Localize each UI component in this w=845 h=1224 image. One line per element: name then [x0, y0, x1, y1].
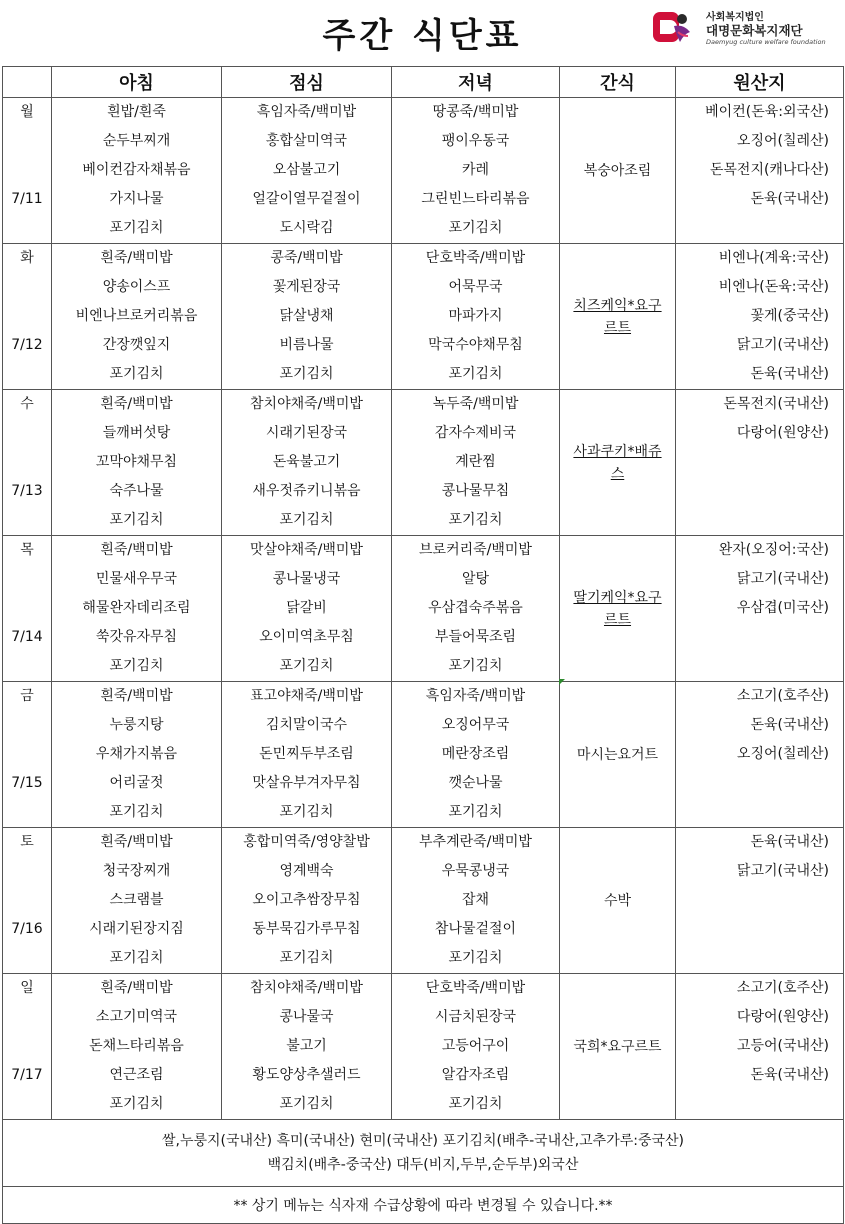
lunch-item: 도시락김: [279, 220, 334, 236]
breakfast-item: 흰죽/백미밥: [100, 542, 173, 558]
origin-item: 돈육(국내산): [750, 1067, 829, 1083]
dinner-item: 계란찜: [455, 454, 496, 470]
dinner-item: 단호박죽/백미밥: [425, 250, 526, 266]
spacer: [3, 1003, 51, 1032]
dinner-item: 포기김치: [448, 658, 503, 674]
day-date: 7/15: [11, 775, 43, 791]
breakfast-item: 들깨버섯탕: [102, 425, 171, 441]
origin-notes-line-1: 쌀,누룽지(국내산) 흑미(국내산) 현미(국내산) 포기김치(배추-국내산,고추가루:중국산): [161, 1133, 684, 1149]
day-cell: [3, 536, 52, 682]
breakfast-item: 포기김치: [109, 950, 164, 966]
dinner-item: 카레: [461, 162, 490, 178]
lunch-item: 포기김치: [279, 950, 334, 966]
dinner-item: 땅콩죽/백미밥: [432, 104, 519, 120]
dinner-cell: [392, 536, 560, 682]
lunch-item: 돈민찌두부조림: [259, 746, 354, 762]
lunch-cell: [222, 390, 392, 536]
lunch-item: 동부묵김가루무침: [252, 921, 361, 937]
day-date: 7/16: [11, 921, 43, 937]
spacer: [3, 214, 51, 243]
header: [0, 0, 845, 66]
lunch-item: 돈육불고기: [272, 454, 341, 470]
dinner-item: 콩나물무침: [441, 483, 510, 499]
lunch-item: 흑임자죽/백미밥: [256, 104, 357, 120]
origin-cell: [676, 98, 844, 244]
breakfast-item: 민물새우무국: [95, 571, 178, 587]
origin-item: 돈목전지(국내산): [723, 396, 829, 412]
header-dinner: 저녁: [392, 67, 560, 98]
org-name: 대명문화복지재단: [706, 23, 803, 38]
snack-item: 딸기케익*요구: [573, 589, 662, 606]
lunch-item: 닭갈비: [286, 600, 327, 616]
lunch-item: 김치말이국수: [265, 717, 348, 733]
notes-row: [3, 1120, 844, 1187]
breakfast-cell: [52, 828, 222, 974]
dinner-item: 흑임자죽/백미밥: [425, 688, 526, 704]
origin-item: 우삼겹(미국산): [736, 600, 829, 616]
snack-cell: [560, 682, 676, 828]
day-date: 7/13: [11, 483, 43, 499]
dinner-cell: [392, 98, 560, 244]
snack-item: 사과쿠키*배쥬: [573, 443, 662, 460]
origin-item: 베이컨(돈육:외국산): [705, 104, 829, 120]
lunch-item: 콩죽/백미밥: [270, 250, 343, 266]
spacer: [3, 1032, 51, 1061]
lunch-item: 콩나물냉국: [272, 571, 341, 587]
breakfast-item: 베이컨감자채볶음: [82, 162, 191, 178]
breakfast-item: 어리굴젓: [109, 775, 164, 791]
snack-item: 수박: [603, 892, 632, 909]
breakfast-item: 흰죽/백미밥: [100, 834, 173, 850]
dinner-cell: [392, 828, 560, 974]
lunch-item: 새우젓쥬키니볶음: [252, 483, 361, 499]
origin-cell: [676, 828, 844, 974]
dinner-item: 마파가지: [448, 308, 503, 324]
breakfast-item: 포기김치: [109, 512, 164, 528]
snack-cell: [560, 244, 676, 390]
header-lunch: 점심: [222, 67, 392, 98]
dinner-item: 포기김치: [448, 366, 503, 382]
spacer: [3, 506, 51, 535]
spacer: [3, 565, 51, 594]
day-of-week: 토: [20, 834, 34, 850]
lunch-item: 오이고추쌈장무침: [252, 892, 361, 908]
origin-item: 다랑어(원양산): [736, 1009, 829, 1025]
dinner-item: 참나물겉절이: [434, 921, 517, 937]
origin-item: 돈육(국내산): [750, 717, 829, 733]
snack-item: 마시는요거트: [576, 746, 659, 763]
lunch-item: 시래기된장국: [265, 425, 348, 441]
breakfast-item: 양송이스프: [102, 279, 171, 295]
dinner-item: 잡채: [461, 892, 490, 908]
origin-item: 닭고기(국내산): [736, 863, 829, 879]
dinner-item: 우삼겹숙주볶음: [428, 600, 523, 616]
foundation-logo-icon: [652, 8, 692, 46]
day-row: [3, 828, 844, 974]
breakfast-item: 흰죽/백미밥: [100, 396, 173, 412]
dinner-cell: [392, 390, 560, 536]
origin-item: 돈육(국내산): [750, 191, 829, 207]
breakfast-item: 포기김치: [109, 220, 164, 236]
origin-item: 소고기(호주산): [736, 980, 829, 996]
origin-item: 비엔나(돈육:국산): [718, 279, 829, 295]
day-row: [3, 244, 844, 390]
origin-cell: [676, 390, 844, 536]
header-snack: 간식: [560, 67, 676, 98]
origin-item: 돈육(국내산): [750, 834, 829, 850]
lunch-item: 맛살유부겨자무침: [252, 775, 361, 791]
dinner-item: 깻순나물: [448, 775, 503, 791]
origin-item: 완자(오징어:국산): [718, 542, 829, 558]
dinner-item: 팽이우동국: [441, 133, 510, 149]
breakfast-item: 돈채느타리볶음: [89, 1038, 184, 1054]
lunch-cell: [222, 536, 392, 682]
snack-item: 복숭아조림: [583, 162, 652, 179]
spacer: [3, 857, 51, 886]
lunch-item: 홍합미역죽/영양찰밥: [243, 834, 370, 850]
foundation-logo: [650, 4, 840, 50]
dinner-item: 부추계란죽/백미밥: [419, 834, 532, 850]
lunch-cell: [222, 682, 392, 828]
day-cell: [3, 244, 52, 390]
origin-item: 비엔나(계육:국산): [718, 250, 829, 266]
lunch-cell: [222, 244, 392, 390]
day-row: [3, 974, 844, 1120]
snack-cell: [560, 390, 676, 536]
spacer: [3, 302, 51, 331]
snack-cell: [560, 98, 676, 244]
day-of-week: 일: [20, 980, 34, 996]
dinner-item: 포기김치: [448, 512, 503, 528]
day-cell: [3, 682, 52, 828]
breakfast-item: 시래기된장지짐: [89, 921, 184, 937]
dinner-item: 포기김치: [448, 804, 503, 820]
dinner-item: 우묵콩냉국: [441, 863, 510, 879]
dinner-item: 포기김치: [448, 220, 503, 236]
lunch-item: 오삼불고기: [272, 162, 341, 178]
header-row: [3, 67, 844, 98]
snack-cell: [560, 974, 676, 1120]
header-breakfast: 아침: [52, 67, 222, 98]
breakfast-item: 흰밥/흰죽: [107, 104, 166, 120]
origin-item: 돈목전지(캐나다산): [709, 162, 829, 178]
breakfast-item: 숙주나물: [109, 483, 164, 499]
day-of-week: 목: [20, 542, 34, 558]
lunch-item: 참치야채죽/백미밥: [250, 396, 363, 412]
origin-notes-line-2: 백김치(배추-중국산) 대두(비지,두부,순두부)외국산: [267, 1157, 579, 1173]
lunch-item: 포기김치: [279, 366, 334, 382]
page-title: 주간 식단표: [322, 16, 523, 56]
dinner-item: 브로커리죽/백미밥: [419, 542, 532, 558]
day-of-week: 월: [20, 104, 34, 120]
lunch-item: 포기김치: [279, 1096, 334, 1112]
origin-notes: [3, 1120, 844, 1187]
day-cell: [3, 974, 52, 1120]
spacer: [3, 886, 51, 915]
origin-item: 오징어(칠레산): [736, 746, 829, 762]
day-cell: [3, 98, 52, 244]
dinner-item: 포기김치: [448, 950, 503, 966]
breakfast-item: 포기김치: [109, 658, 164, 674]
breakfast-item: 흰죽/백미밥: [100, 688, 173, 704]
dinner-item: 단호박죽/백미밥: [425, 980, 526, 996]
lunch-item: 오이미역초무침: [259, 629, 354, 645]
lunch-cell: [222, 974, 392, 1120]
snack-cell: [560, 828, 676, 974]
lunch-cell: [222, 98, 392, 244]
dinner-item: 녹두죽/백미밥: [432, 396, 519, 412]
day-row: [3, 536, 844, 682]
snack-item: 치즈케익*요구: [573, 297, 662, 314]
dinner-cell: [392, 244, 560, 390]
breakfast-item: 순두부찌개: [102, 133, 171, 149]
dinner-item: 포기김치: [448, 1096, 503, 1112]
spacer: [3, 273, 51, 302]
spacer: [3, 360, 51, 389]
spacer: [3, 652, 51, 681]
origin-item: 소고기(호주산): [736, 688, 829, 704]
spacer: [3, 419, 51, 448]
snack-item: 르트: [603, 319, 632, 336]
spacer: [3, 127, 51, 156]
breakfast-item: 누룽지탕: [109, 717, 164, 733]
day-of-week: 수: [20, 396, 34, 412]
origin-item: 돈육(국내산): [750, 366, 829, 382]
day-cell: [3, 828, 52, 974]
dinner-item: 메란장조림: [441, 746, 510, 762]
breakfast-cell: [52, 536, 222, 682]
origin-item: 오징어(칠레산): [736, 133, 829, 149]
breakfast-item: 청국장찌개: [102, 863, 171, 879]
spacer: [3, 156, 51, 185]
dinner-item: 알탕: [461, 571, 490, 587]
breakfast-item: 포기김치: [109, 366, 164, 382]
day-row: [3, 98, 844, 244]
spacer: [3, 798, 51, 827]
breakfast-item: 비엔나브로커리볶음: [75, 308, 198, 324]
breakfast-item: 우채가지볶음: [95, 746, 178, 762]
lunch-item: 영계백숙: [279, 863, 334, 879]
lunch-item: 홍합살미역국: [265, 133, 348, 149]
origin-item: 닭고기(국내산): [736, 571, 829, 587]
spacer: [3, 1090, 51, 1119]
dinner-item: 시금치된장국: [434, 1009, 517, 1025]
breakfast-cell: [52, 390, 222, 536]
lunch-item: 포기김치: [279, 512, 334, 528]
lunch-item: 참치야채죽/백미밥: [250, 980, 363, 996]
lunch-item: 맛살야채죽/백미밥: [250, 542, 363, 558]
dinner-item: 그린빈느타리볶음: [421, 191, 530, 207]
breakfast-cell: [52, 682, 222, 828]
menu-body: [3, 98, 844, 1120]
breakfast-item: 간장깻잎지: [102, 337, 171, 353]
dinner-item: 감자수제비국: [434, 425, 517, 441]
day-row: [3, 682, 844, 828]
dinner-item: 막국수야채무침: [428, 337, 523, 353]
day-date: 7/11: [11, 191, 43, 207]
spacer: [3, 740, 51, 769]
origin-item: 고등어(국내산): [736, 1038, 829, 1054]
weekly-menu-table: [2, 66, 844, 1224]
cell-comment-marker: [559, 679, 565, 685]
spacer: [3, 594, 51, 623]
day-date: 7/14: [11, 629, 43, 645]
dinner-cell: [392, 682, 560, 828]
origin-item: 닭고기(국내산): [736, 337, 829, 353]
lunch-cell: [222, 828, 392, 974]
lunch-item: 포기김치: [279, 804, 334, 820]
spacer: [3, 944, 51, 973]
snack-item: 스: [610, 465, 625, 482]
day-cell: [3, 390, 52, 536]
spacer: [3, 711, 51, 740]
org-type: 사회복지법인: [706, 12, 764, 23]
lunch-item: 꽃게된장국: [272, 279, 341, 295]
breakfast-item: 쑥갓유자무침: [95, 629, 178, 645]
breakfast-cell: [52, 244, 222, 390]
dinner-item: 알감자조림: [441, 1067, 510, 1083]
day-of-week: 화: [20, 250, 34, 266]
origin-item: 꽃게(중국산): [750, 308, 829, 324]
dinner-item: 고등어구이: [441, 1038, 510, 1054]
origin-cell: [676, 244, 844, 390]
lunch-item: 표고야채죽/백미밥: [250, 688, 363, 704]
day-date: 7/17: [11, 1067, 43, 1083]
spacer: [3, 448, 51, 477]
day-of-week: 금: [20, 688, 34, 704]
snack-item: 르트: [603, 611, 632, 628]
snack-item: 국희*요구르트: [573, 1038, 662, 1055]
breakfast-item: 흰죽/백미밥: [100, 980, 173, 996]
breakfast-cell: [52, 98, 222, 244]
origin-cell: [676, 682, 844, 828]
lunch-item: 콩나물국: [279, 1009, 334, 1025]
breakfast-item: 스크램블: [109, 892, 164, 908]
snack-cell: [560, 536, 676, 682]
dinner-item: 오징어무국: [441, 717, 510, 733]
lunch-item: 불고기: [286, 1038, 327, 1054]
disclaimer: ** 상기 메뉴는 식자재 수급상황에 따라 변경될 수 있습니다.**: [3, 1187, 844, 1224]
header-corner: [3, 67, 52, 98]
org-english-name: Daemyug culture welfare foundation: [706, 38, 826, 46]
day-row: [3, 390, 844, 536]
breakfast-item: 소고기미역국: [95, 1009, 178, 1025]
lunch-item: 황도양상추샐러드: [252, 1067, 361, 1083]
disclaimer-row: [3, 1187, 844, 1224]
origin-cell: [676, 974, 844, 1120]
lunch-item: 얼갈이열무겉절이: [252, 191, 361, 207]
origin-item: 다랑어(원양산): [736, 425, 829, 441]
breakfast-item: 해물완자데리조림: [82, 600, 191, 616]
origin-cell: [676, 536, 844, 682]
breakfast-item: 꼬막야채무침: [95, 454, 178, 470]
breakfast-item: 포기김치: [109, 1096, 164, 1112]
breakfast-cell: [52, 974, 222, 1120]
breakfast-item: 가지나물: [109, 191, 164, 207]
lunch-item: 포기김치: [279, 658, 334, 674]
dinner-item: 어묵무국: [448, 279, 503, 295]
breakfast-item: 연근조림: [109, 1067, 164, 1083]
day-date: 7/12: [11, 337, 43, 353]
breakfast-item: 포기김치: [109, 804, 164, 820]
header-origin: 원산지: [676, 67, 844, 98]
lunch-item: 비름나물: [279, 337, 334, 353]
lunch-item: 닭살냉채: [279, 308, 334, 324]
dinner-cell: [392, 974, 560, 1120]
breakfast-item: 흰죽/백미밥: [100, 250, 173, 266]
dinner-item: 부들어묵조림: [434, 629, 517, 645]
